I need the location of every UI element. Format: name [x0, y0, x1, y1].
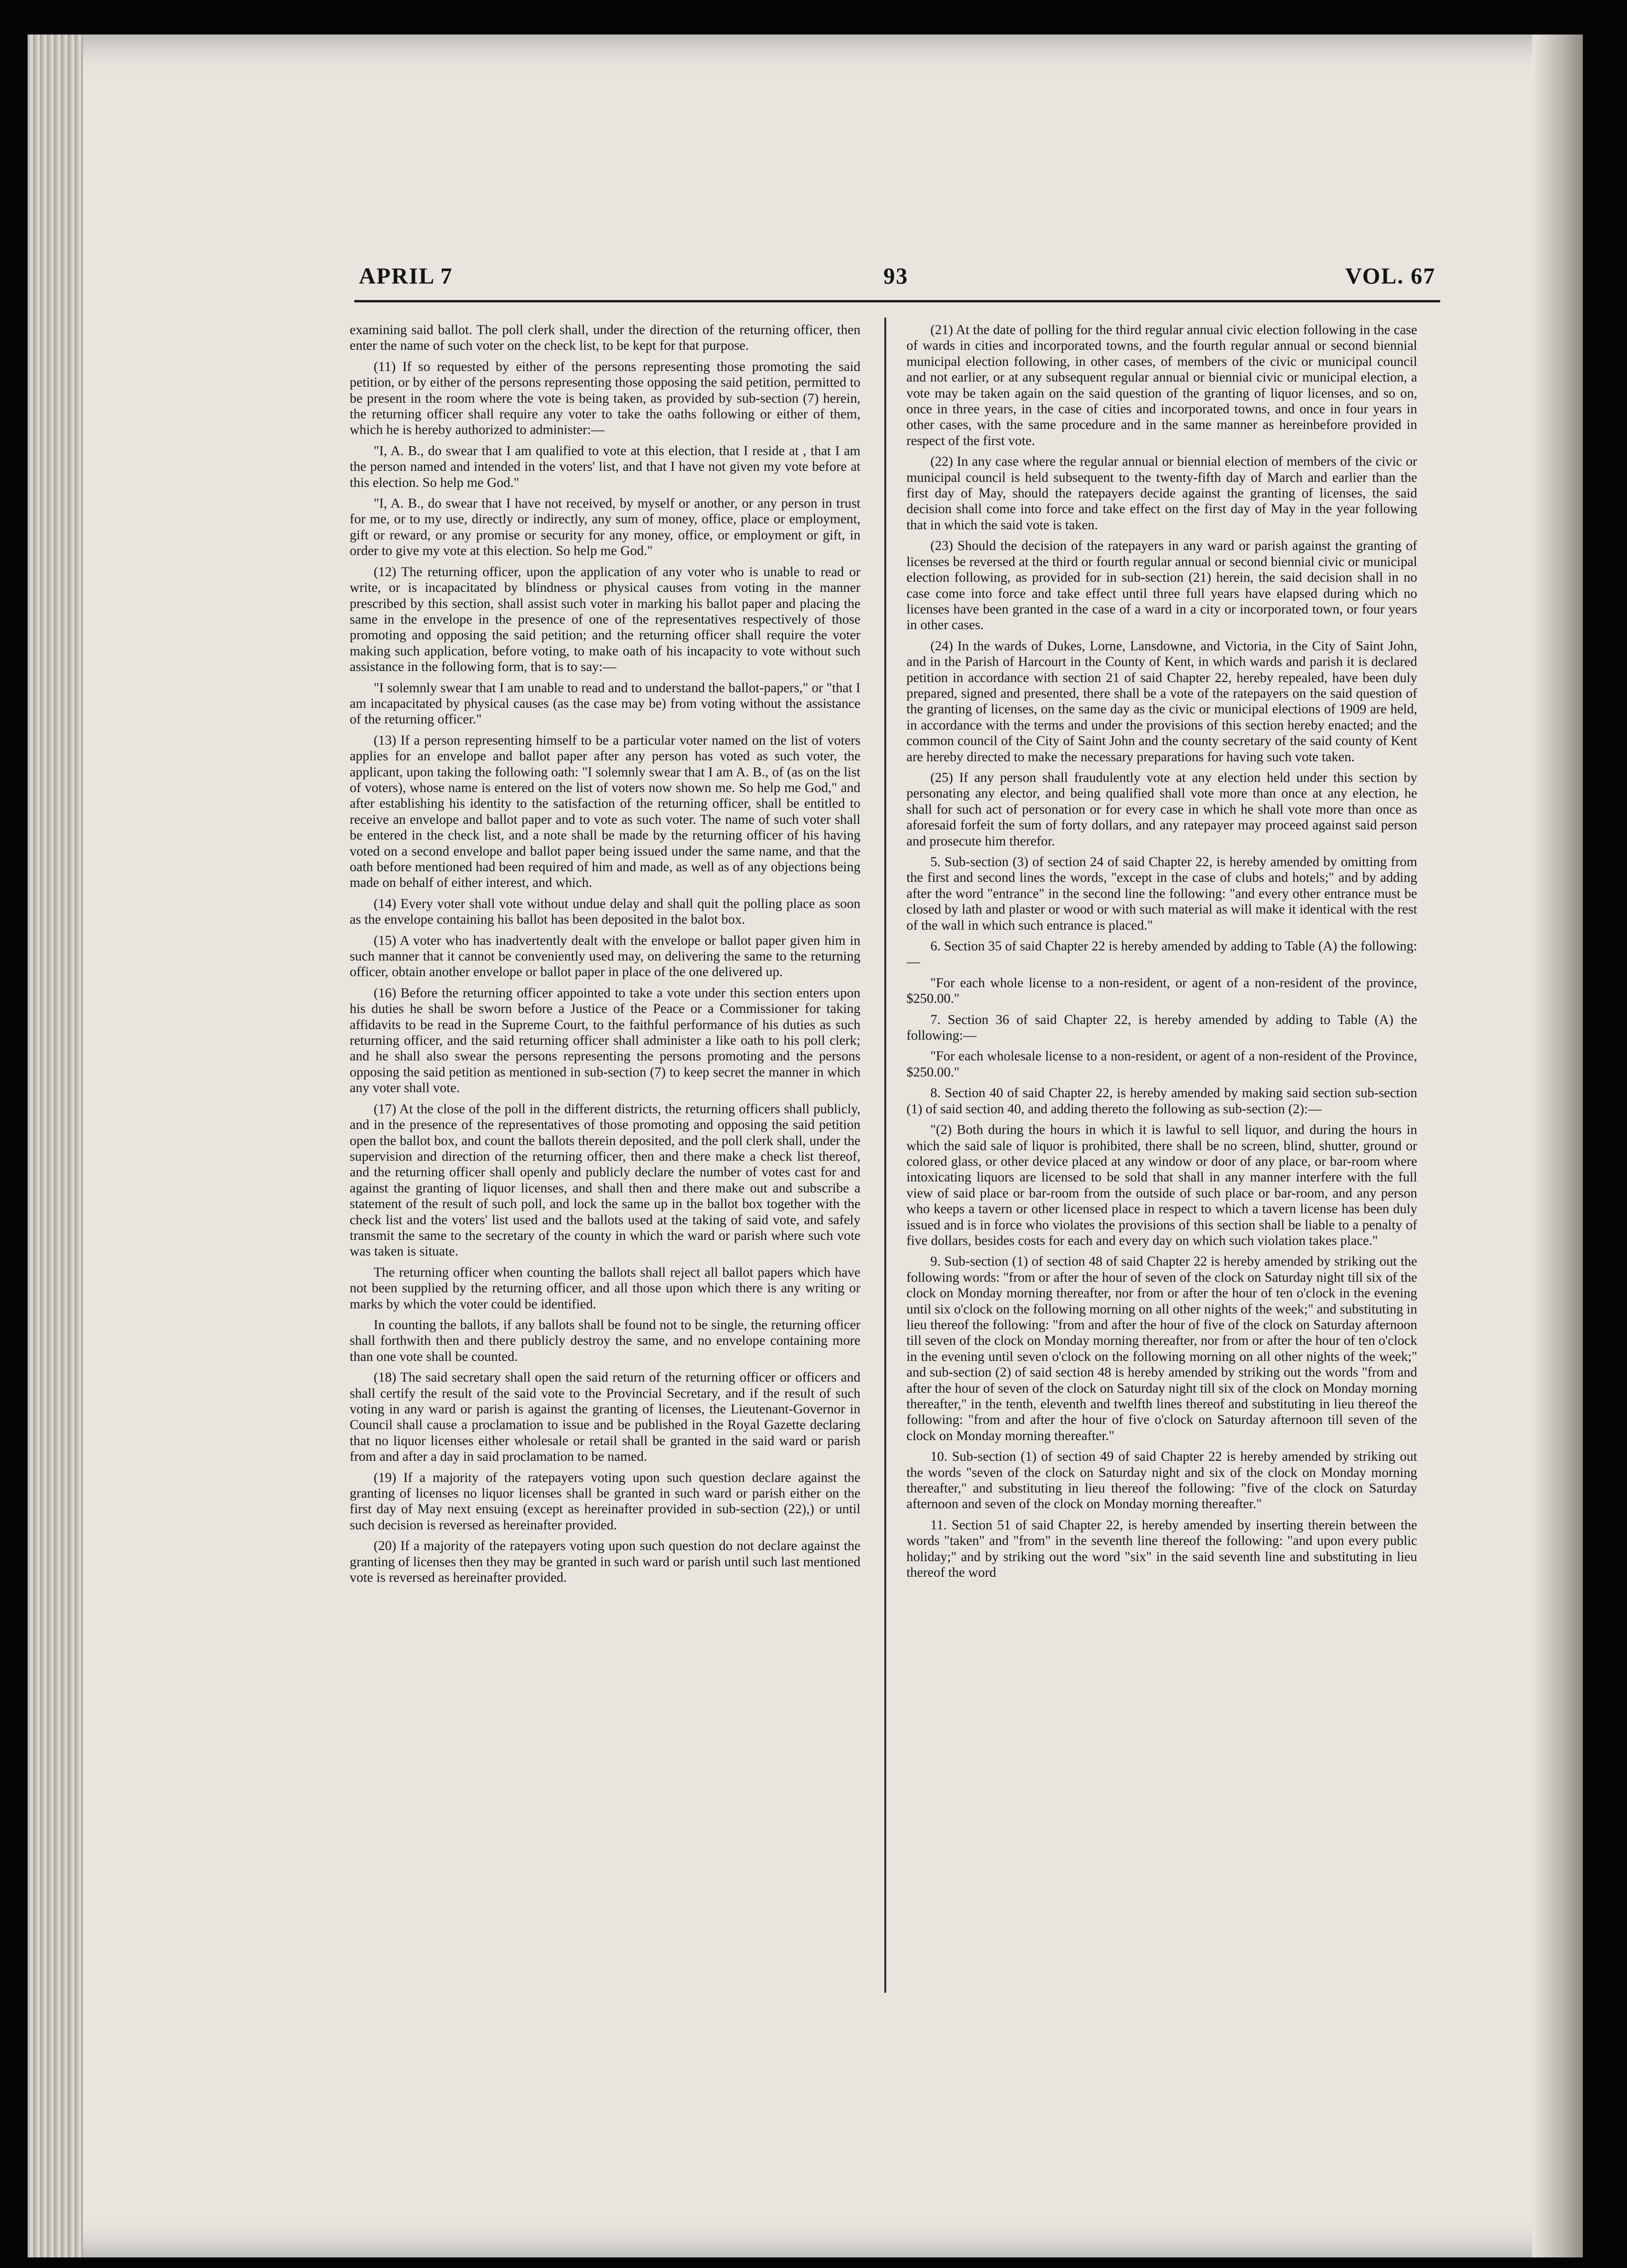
- paragraph: "I solemnly swear that I am unable to read and to understand the ballot-papers," or "that I am incapacitated by physical causes (as the case may be) from voting without the assistance of the returning officer.": [350, 680, 860, 727]
- paragraph: 6. Section 35 of said Chapter 22 is hereby amended by adding to Table (A) the following:—: [906, 939, 1417, 970]
- paragraph: (12) The returning officer, upon the application of any voter who is unable to read or write, or is incapacitated by blindness or physical causes from voting in the manner prescribed by this section, shall assist such voter in marking his ballot paper and placing the same in the envelope in the presence of one of the representatives respectively of those promoting and opposing the said petition; and the returning officer shall require the voter making such application, before voting, to make oath of his incapacity to vote without such assistance in the following form, that is to say:—: [350, 564, 860, 675]
- paragraph: In counting the ballots, if any ballots shall be found not to be single, the returning officer shall forthwith then and there publicly destroy the same, and no envelope containing more than one vote shall be counted.: [350, 1317, 860, 1364]
- paragraph: 7. Section 36 of said Chapter 22, is hereby amended by adding to Table (A) the following:—: [906, 1012, 1417, 1043]
- paragraph: (21) At the date of polling for the third regular annual civic election following in the case of wards in cities and incorporated towns, and the fourth regular annual or second biennial municipal election following, in other cases, of members of the civic or municipal council and not earlier, or at any subsequent regular annual or biennial civic or municipal election, a vote may be taken again on the said question of the granting of liquor licenses, and so on, once in three years, in the case of cities and incorporated towns, and once in four years in other cases, with the same procedure and in the same manner as hereinbefore provided in respect of the first vote.: [906, 323, 1417, 448]
- paragraph: (24) In the wards of Dukes, Lorne, Lansdowne, and Victoria, in the City of Saint John, and in the Parish of Harcourt in the County of Kent, in which wards and parish it is declared petition in accordance with section 21 of said Chapter 22, hereby repealed, have been duly prepared, signed and presented, there shall be a vote of the ratepayers on the said question of the granting of licenses, on the same day as the civic or municipal elections of 1909 are held, in accordance with the terms and under the provisions of this section hereby enacted; and the common council of the City of Saint John and the county secretary of the said county of Kent are hereby directed to make the necessary preparations for having such vote taken.: [906, 638, 1417, 764]
- paragraph: "I, A. B., do swear that I have not received, by myself or another, or any person in trust for me, or to my use, directly or indirectly, any sum of money, office, place or employment, gift or reward, or any promise or security for any money, office, or employment or gift, in order to give my vote at this election. So help me God.": [350, 496, 860, 559]
- paragraph: "For each wholesale license to a non-resident, or agent of a non-resident of the Province, $250.00.": [906, 1049, 1417, 1080]
- paragraph: 11. Section 51 of said Chapter 22, is hereby amended by inserting therein between the words "taken" and "from" in the seventh line thereof the following: "and upon every public holiday;" and by striking out the word "six" in the said seventh line and substituting in lieu thereof the word: [906, 1517, 1417, 1580]
- paragraph: 10. Sub-section (1) of section 49 of said Chapter 22 is hereby amended by striking out the words "seven of the clock on Saturday night and six of the clock on Monday morning thereafter," and substituting in lieu thereof the following: "five of the clock on Saturday afternoon and seven of the clock on Monday morning thereafter.": [906, 1449, 1417, 1512]
- paragraph: (25) If any person shall fraudulently vote at any election held under this section by personating any elector, and being qualified shall vote more than once at any election, he shall for such act of personation or for every case in which he shall vote more than once as aforesaid forfeit the sum of forty dollars, and any ratepayer may proceed against said person and prosecute him therefor.: [906, 770, 1417, 849]
- paragraph: "I, A. B., do swear that I am qualified to vote at this election, that I reside at , that I am the person named and intended in the voters' list, and that I have not given my vote before at this election. So help me God.": [350, 443, 860, 490]
- paragraph: (14) Every voter shall vote without undue delay and shall quit the polling place as soon as the envelope containing his ballot has been deposited in the balot box.: [350, 896, 860, 927]
- page-stack-edge: [28, 35, 83, 2257]
- paragraph: examining said ballot. The poll clerk shall, under the direction of the returning officer, then enter the name of such voter on the check list, to be kept for that purpose.: [350, 323, 860, 353]
- paragraph: (15) A voter who has inadvertently dealt with the envelope or ballot paper given him in such manner that it cannot be conveniently used may, on delivering the same to the returning officer, obtain another envelope or ballot paper in place of the one delivered up.: [350, 933, 860, 980]
- scanned-page: [28, 35, 1583, 2257]
- running-header: [359, 262, 1436, 299]
- page-number: 93: [883, 263, 908, 289]
- paragraph: "For each whole license to a non-resident, or agent of a non-resident of the province, $250.00.": [906, 975, 1417, 1007]
- paragraph: The returning officer when counting the ballots shall reject all ballot papers which have not been supplied by the returning officer, and all those upon which there is any writing or marks by which the voter could be identified.: [350, 1265, 860, 1312]
- page-shadow-edge: [1532, 35, 1583, 2257]
- right-column: [906, 322, 1417, 1993]
- paragraph: (20) If a majority of the ratepayers voting upon such question do not declare against the granting of licenses then they may be granted in such ward or parish until such last mentioned vote is reversed as hereinafter provided.: [350, 1539, 860, 1585]
- paragraph: 9. Sub-section (1) of section 48 of said Chapter 22 is hereby amended by striking out the following words: "from or after the hour of seven of the clock on Saturday night till six of the clock on Monday morning thereafter, nor from or after the hour of ten o'clock in the evening until six o'clock on the following morning on all other nights of the week;" and substituting in lieu thereof the following: "from and after the hour of five of the clock on Saturday afternoon till seven of the clock on Monday morning thereafter, nor from or after the hour of ten o'clock in the evening until seven o'clock on the following morning on all other nights of the week;" and sub-section (2) of said section 48 is hereby amended by striking out the words "from and after the hour of seven of the clock on Saturday night till six of the clock on Monday morning thereafter," in the tenth, eleventh and twelfth lines thereof and substituting in lieu thereof the following: "from and after the hour of five o'clock on Saturday afternoon till seven of the clock on Monday morning thereafter.": [906, 1254, 1417, 1443]
- header-volume: VOL. 67: [1345, 263, 1436, 289]
- paragraph: 8. Section 40 of said Chapter 22, is hereby amended by making said section sub-section (1) of said section 40, and adding thereto the following as sub-section (2):—: [906, 1086, 1417, 1117]
- paragraph: (16) Before the returning officer appointed to take a vote under this section enters upon his duties he shall be sworn before a Justice of the Peace or a Commissioner for taking affidavits to be read in the Supreme Court, to the faithful performance of his duties as such returning officer, and the said returning officer shall administer a like oath to his poll clerk; and he shall also swear the persons representing the persons promoting and the persons opposing the said petition as mentioned in sub-section (7) to keep secret the manner in which any voter shall vote.: [350, 985, 860, 1096]
- header-date: APRIL 7: [359, 263, 453, 289]
- paragraph: (19) If a majority of the ratepayers voting upon such question declare against the granting of licenses no liquor licenses shall be granted in such ward or parish either on the first day of May next ensuing (except as hereinafter provided in sub-section (22),) or until such decision is reversed as hereinafter provided.: [350, 1470, 860, 1533]
- paragraph: (13) If a person representing himself to be a particular voter named on the list of voters applies for an envelope and ballot paper after any person has voted as such voter, the applicant, upon taking the following oath: "I solemnly swear that I am A. B., of (as on the list of voters), whose name is entered on the list of voters now shown me. So help me God," and after establishing his identity to the satisfaction of the returning officer, shall be entitled to receive an envelope and ballot paper and to vote as such voter. The name of such voter shall be entered in the check list, and a note shall be made by the returning officer of his having voted on a second envelope and ballot paper being issued under the same name, and that the oath before mentioned had been required of him and made, as well as of any objections being made on behalf of either interest, and which.: [350, 733, 860, 891]
- paragraph: (11) If so requested by either of the persons representing those promoting the said petition, or by either of the persons representing those opposing the said petition, permitted to be present in the room where the vote is being taken, as provided by sub-section (7) herein, the returning officer shall require any voter to take the oaths following or either of them, which he is hereby authorized to administer:—: [350, 359, 860, 438]
- paragraph: (22) In any case where the regular annual or biennial election of members of the civic or municipal council is held subsequent to the twenty-fifth day of March and earlier than the first day of May, should the ratepayers decide against the granting of licenses, the said decision shall come into force and take effect on the first day of May in the year following that in which the said vote is taken.: [906, 454, 1417, 532]
- paragraph: (18) The said secretary shall open the said return of the returning officer or officers and shall certify the result of the said vote to the Provincial Secretary, and if the result of such voting in any ward or parish is against the granting of licenses, the Lieutenant-Governor in Council shall cause a proclamation to issue and be published in the Royal Gazette declaring that no liquor licenses either wholesale or retail shall be granted in the said ward or parish from and after a day in said proclamation to be named.: [350, 1370, 860, 1464]
- paragraph: (23) Should the decision of the ratepayers in any ward or parish against the granting of licenses be reversed at the third or fourth regular annual or second biennial civic or municipal election following, as provided for in sub-section (21) herein, the said decision shall in no case come into force and take effect until three full years have elapsed during which no licenses have been granted in the case of a ward in a city or incorporated town, or four years in other cases.: [906, 538, 1417, 633]
- paragraph: "(2) Both during the hours in which it is lawful to sell liquor, and during the hours in which the said sale of liquor is prohibited, there shall be no screen, blind, shutter, ground or colored glass, or other device placed at any window or door of any place, or bar-room where intoxicating liquors are licensed to be sold that shall in any manner interfere with the full view of said place or bar-room from the outside of such place or bar-room, and any person who keeps a tavern or other licensed place in respect to which a tavern license has been duly issued and is in force who violates the provisions of this section shall be liable to a penalty of five dollars, besides costs for each and every day on which such violation takes place.": [906, 1122, 1417, 1248]
- header-rule: [354, 300, 1440, 302]
- left-column: [350, 322, 860, 1993]
- column-divider: [884, 318, 886, 1993]
- paragraph: (17) At the close of the poll in the different districts, the returning officers shall publicly, and in the presence of the representatives of those promoting and opposing the said petition open the ballot box, and count the ballots therein deposited, and the poll clerk shall, under the supervision and direction of the returning officer, then and there make a check list thereof, and the returning officer shall openly and publicly declare the number of votes cast for and against the granting of liquor licenses, and shall then and there make out and subscribe a statement of the result of such poll, and lock the same up in the ballot box together with the check list and the voters' list used and the ballots used at the taking of said vote, and safely transmit the same to the secretary of the county in which the ward or parish where such vote was taken is situate.: [350, 1101, 860, 1259]
- paragraph: 5. Sub-section (3) of section 24 of said Chapter 22, is hereby amended by omitting from the first and second lines the words, "except in the case of clubs and hotels;" and by adding after the word "entrance" in the second line the following: "and every other entrance must be closed by lath and plaster or wood or with such material as will make it identical with the rest of the wall in which such entrance is placed.": [906, 855, 1417, 933]
